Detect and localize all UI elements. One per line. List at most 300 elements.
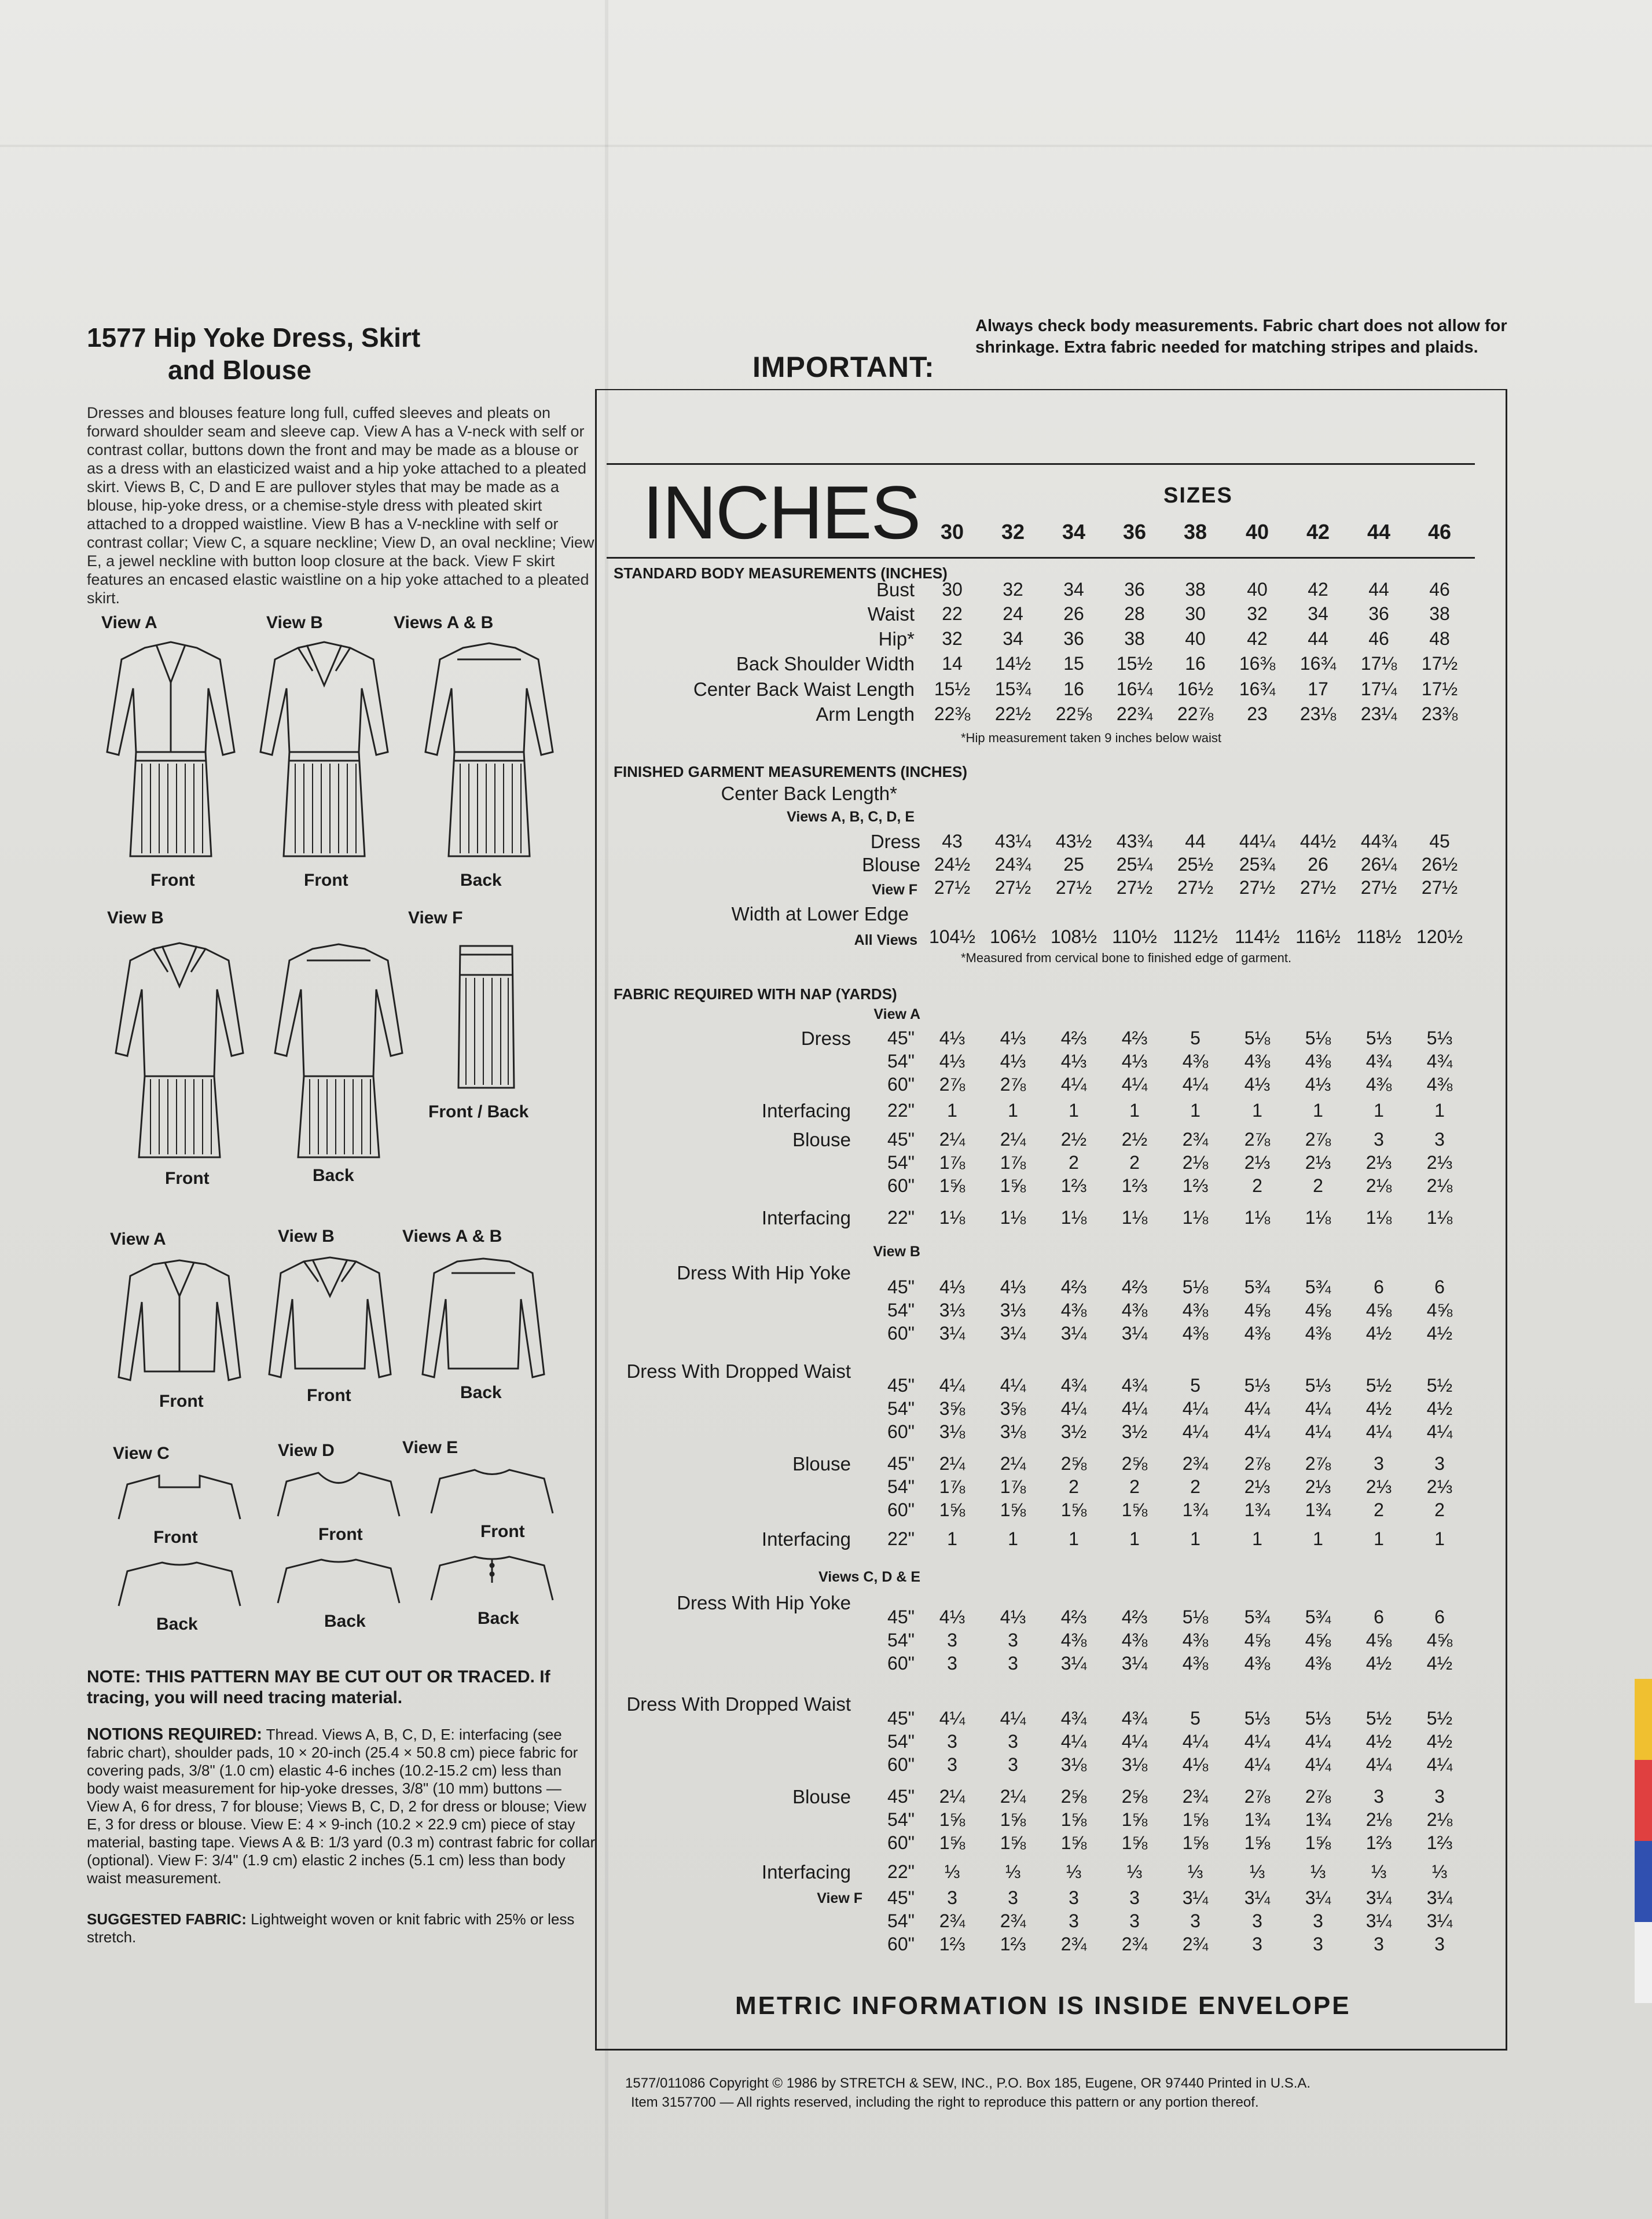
measurement-value: 17⅛	[1360, 653, 1397, 674]
yardage-value: 3⅛	[1121, 1754, 1148, 1775]
fabric-item-label: Dress With Hip Yoke	[677, 1592, 851, 1613]
yardage-value: ⅓	[1371, 1861, 1387, 1882]
yardage-value: 4¼	[1060, 1731, 1087, 1752]
measurement-value: 23¼	[1360, 703, 1397, 724]
yardage-value: ⅓	[944, 1861, 960, 1882]
side-label: Front	[307, 1386, 351, 1405]
fabric-item-label: Interfacing	[761, 1100, 851, 1121]
measurement-value: 27½	[1299, 877, 1337, 898]
measurement-value: 44	[1368, 579, 1389, 600]
yardage-value: 4¼	[1365, 1754, 1392, 1775]
yardage-value: 3	[1008, 1653, 1018, 1674]
yardage-value: 5	[1190, 1028, 1201, 1048]
yardage-value: 2	[1069, 1476, 1079, 1497]
measurement-value: 36	[1368, 603, 1389, 624]
yardage-value: 4⅓	[1305, 1074, 1331, 1095]
size-column-header: 32	[1001, 520, 1025, 544]
yardage-value: 1	[947, 1528, 957, 1549]
fabric-item-label: Blouse	[792, 1129, 851, 1150]
measurement-value: 34	[1063, 579, 1084, 600]
side-label: Front	[153, 1528, 198, 1547]
measurement-value: 104½	[928, 926, 976, 947]
view-label: View A	[110, 1230, 166, 1249]
yardage-value: 4¼	[939, 1375, 965, 1396]
yardage-value: 1	[1069, 1528, 1079, 1549]
fabric-width: 54"	[887, 1910, 915, 1931]
yardage-value: 4¼	[1182, 1731, 1209, 1752]
yardage-value: 1	[1434, 1528, 1445, 1549]
measurement-value: 23⅜	[1421, 703, 1458, 724]
measurement-value: 16¾	[1299, 653, 1337, 674]
yardage-value: 1⅞	[939, 1476, 965, 1497]
view-label: View E	[402, 1438, 458, 1457]
yardage-value: 3¼	[1305, 1887, 1331, 1908]
size-column-header: 44	[1367, 520, 1391, 544]
yardage-value: 3	[1252, 1934, 1262, 1954]
measurement-value: 15½	[1116, 653, 1153, 674]
fabric-width: 45"	[887, 1129, 915, 1150]
yardage-value: 5¾	[1305, 1277, 1331, 1297]
yardage-value: 2¾	[1182, 1129, 1209, 1150]
measurement-value: 17	[1308, 678, 1328, 699]
yardage-value: 4⅜	[1121, 1300, 1148, 1321]
measurement-value: 32	[1003, 579, 1023, 600]
yardage-value: 4½	[1426, 1731, 1453, 1752]
yardage-value: 1⅝	[939, 1175, 965, 1196]
cut-trace-note: NOTE: THIS PATTERN MAY BE CUT OUT OR TRACED. If tracing, you will need tracing material.	[87, 1667, 550, 1707]
yardage-value: 1	[1374, 1100, 1384, 1121]
fabric-width: 54"	[887, 1152, 915, 1173]
neckline-figure-back	[272, 1554, 405, 1606]
measurement-value: 22⅝	[1055, 703, 1092, 724]
yardage-value: 5⅛	[1182, 1607, 1209, 1627]
view-label: View F	[408, 908, 463, 927]
yardage-value: 4⅔	[1060, 1028, 1087, 1048]
yardage-value: 3	[1008, 1731, 1018, 1752]
yardage-value: 4¼	[1244, 1731, 1271, 1752]
measurement-value: 15½	[934, 678, 971, 699]
dress-figure-back	[272, 937, 405, 1169]
measurement-value: 44¼	[1239, 831, 1276, 852]
yardage-value: 3¼	[1182, 1887, 1209, 1908]
yardage-value: 3¼	[1121, 1323, 1148, 1344]
yardage-value: 2⅞	[1305, 1786, 1331, 1807]
measurement-value: 44	[1185, 831, 1206, 852]
yardage-value: 2⅝	[1060, 1786, 1087, 1807]
yardage-value: 3	[1129, 1887, 1140, 1908]
side-label: Back	[313, 1166, 354, 1185]
yardage-value: 1⅔	[939, 1934, 965, 1954]
center-back-label: Center Back Length*	[721, 783, 897, 804]
measurement-value: 17¼	[1360, 678, 1397, 699]
unit-heading: INCHES	[643, 470, 920, 555]
yardage-value: 1⅔	[1182, 1175, 1209, 1196]
yardage-value: 4⅔	[1060, 1277, 1087, 1297]
yardage-value: ⅓	[1310, 1861, 1326, 1882]
suggested-fabric	[87, 1910, 596, 1946]
yardage-value: 2⅝	[1121, 1453, 1148, 1474]
yardage-value: 4¼	[1305, 1421, 1331, 1442]
yardage-value: 5⅓	[1365, 1028, 1392, 1048]
yardage-value: 2¾	[1182, 1934, 1209, 1954]
chart-rule	[607, 557, 1475, 559]
yardage-value: 3	[1374, 1786, 1384, 1807]
yardage-value: 5⅓	[1244, 1708, 1271, 1729]
yardage-value: 4¼	[1060, 1398, 1087, 1419]
measurement-value: 44½	[1299, 831, 1337, 852]
yardage-value: 3⅛	[1060, 1754, 1087, 1775]
measurement-value: 24½	[934, 854, 971, 875]
measurement-value: 38	[1124, 628, 1145, 649]
yardage-value: 1	[1252, 1100, 1262, 1121]
yardage-value: 4⅝	[1305, 1300, 1331, 1321]
yardage-value: 1⅔	[1426, 1832, 1453, 1853]
measurement-value: 16⅜	[1239, 653, 1276, 674]
yardage-value: 5⅛	[1305, 1028, 1331, 1048]
yardage-value: 4⅓	[939, 1277, 965, 1297]
yardage-value: 5	[1190, 1708, 1201, 1729]
neckline-figure-front	[113, 1470, 246, 1522]
yardage-value: 4⅓	[1121, 1051, 1148, 1072]
yardage-value: 4⅜	[1060, 1630, 1087, 1651]
view-illustrations	[87, 613, 596, 1667]
yardage-value: 1⅞	[1000, 1152, 1026, 1173]
measurement-value: 22⅞	[1177, 703, 1214, 724]
fabric-width: 45"	[887, 1375, 915, 1396]
yardage-value: 1⅝	[1121, 1832, 1148, 1853]
yardage-value: 1¾	[1305, 1499, 1331, 1520]
yardage-value: 2¼	[1000, 1129, 1026, 1150]
yardage-value: 5¾	[1244, 1277, 1271, 1297]
standard-measurements-header: STANDARD BODY MEASUREMENTS (INCHES)	[614, 564, 948, 582]
yardage-value: 3	[1008, 1887, 1018, 1908]
measurement-value: 40	[1247, 579, 1268, 600]
yardage-value: 3	[1374, 1934, 1384, 1954]
yardage-value: 4¾	[1060, 1708, 1087, 1729]
yardage-value: 1⅝	[1305, 1832, 1331, 1853]
side-label: Front	[304, 871, 348, 890]
measurement-value: 26	[1063, 603, 1084, 624]
yardage-value: 2¾	[939, 1910, 965, 1931]
yardage-value: 2¼	[1000, 1786, 1026, 1807]
measurement-value: 26½	[1421, 854, 1458, 875]
yardage-value: 2	[1069, 1152, 1079, 1173]
yardage-value: ⅓	[1005, 1861, 1021, 1882]
yardage-value: 5⅛	[1244, 1028, 1271, 1048]
measurement-value: 36	[1124, 579, 1145, 600]
measurement-value: 30	[1185, 603, 1206, 624]
yardage-value: 1	[1129, 1100, 1140, 1121]
yardage-value: 3	[947, 1653, 957, 1674]
yardage-value: 2⅓	[1244, 1476, 1271, 1497]
fabric-required-header: FABRIC REQUIRED WITH NAP (YARDS)	[614, 985, 897, 1003]
blouse-figure-back	[420, 1253, 547, 1386]
yardage-value: 4⅔	[1121, 1028, 1148, 1048]
yardage-value: 4¾	[1121, 1375, 1148, 1396]
yardage-value: 3¼	[1244, 1887, 1271, 1908]
measurement-value: 40	[1185, 628, 1206, 649]
title-line-1: 1577 Hip Yoke Dress, Skirt	[87, 322, 421, 353]
fabric-width: 60"	[887, 1754, 915, 1775]
yardage-value: 3¼	[1121, 1653, 1148, 1674]
yardage-value: 3⅝	[939, 1398, 965, 1419]
yardage-value: 4¼	[1244, 1754, 1271, 1775]
size-column-header: 30	[940, 520, 964, 544]
size-column-header: 42	[1306, 520, 1330, 544]
yardage-value: 1⅞	[939, 1152, 965, 1173]
yardage-value: 1	[1313, 1100, 1323, 1121]
yardage-value: 4½	[1426, 1323, 1453, 1344]
fabric-width: 45"	[887, 1277, 915, 1297]
yardage-value: 3¼	[939, 1323, 965, 1344]
measurement-value: 34	[1308, 603, 1328, 624]
measurement-value: 43¼	[994, 831, 1031, 852]
blouse-figure-front	[266, 1253, 394, 1386]
all-views-label: All Views	[854, 932, 917, 948]
yardage-value: 1	[947, 1100, 957, 1121]
neckline-figure-front	[425, 1464, 559, 1516]
yardage-value: 1⅔	[1060, 1175, 1087, 1196]
view-label: View C	[113, 1444, 170, 1463]
yardage-value: 2⅓	[1305, 1476, 1331, 1497]
yardage-value: 3	[1008, 1630, 1018, 1651]
yardage-value: 1	[1374, 1528, 1384, 1549]
measurement-value: 116½	[1295, 926, 1341, 947]
yardage-value: 4⅝	[1305, 1630, 1331, 1651]
yardage-value: 4¼	[1182, 1074, 1209, 1095]
yardage-value: 1	[1008, 1100, 1018, 1121]
yardage-value: 4¼	[1244, 1398, 1271, 1419]
measurement-label: Waist	[867, 603, 915, 625]
yardage-value: 2⅓	[1426, 1152, 1453, 1173]
yardage-value: 4⅜	[1365, 1074, 1392, 1095]
yardage-value: 6	[1434, 1277, 1445, 1297]
yardage-value: 4⅓	[1244, 1074, 1271, 1095]
yardage-value: 2⅛	[1365, 1175, 1392, 1196]
yardage-value: 2⅞	[1244, 1453, 1271, 1474]
size-column-header: 40	[1245, 520, 1269, 544]
measurement-value: 24	[1003, 603, 1023, 624]
measurement-value: 25½	[1177, 854, 1214, 875]
measurement-value: 22	[942, 603, 963, 624]
yardage-value: 4½	[1365, 1323, 1392, 1344]
yardage-value: 4⅝	[1426, 1630, 1453, 1651]
measurement-value: 27½	[1055, 877, 1092, 898]
yardage-value: 4⅔	[1060, 1607, 1087, 1627]
yardage-value: 5½	[1365, 1375, 1392, 1396]
measurement-value: 25¾	[1239, 854, 1276, 875]
yardage-value: 1⅝	[939, 1832, 965, 1853]
yardage-value: 1⅛	[1121, 1207, 1148, 1228]
yardage-value: 2⅞	[1305, 1453, 1331, 1474]
yardage-value: 1⅝	[1000, 1832, 1026, 1853]
measurement-value: 108½	[1050, 926, 1097, 947]
pattern-description: Dresses and blouses feature long full, cuffed sleeves and pleats on forward shoulder seam and sleeve cap. View A has a V-neck with self or contrast collar, buttons down the front and may be made as a blouse or as a dress with an elasticized waist and a hip yoke attached to a pleated skirt. Views B, C, D and E are pullover styles that may be made as a blouse, hip-yoke dress, or a chemise-style dress with pleated skirt attached to a dropped waistline. View B has a V-neckline with self or contrast collar; View C, a square neckline; View D, an oval neckline; View E, a jewel neckline with button loop closure at the back. View F skirt features an encased elastic waistline on a hip yoke attached to a pleated skirt.	[87, 404, 594, 607]
measurement-value: 17½	[1421, 653, 1458, 674]
measurement-label: Center Back Waist Length	[693, 678, 915, 700]
yardage-value: 4¾	[1060, 1375, 1087, 1396]
yardage-value: 1	[1190, 1100, 1201, 1121]
view-label: View B	[107, 908, 164, 927]
view-label: View D	[278, 1441, 335, 1460]
view-label: View B	[278, 1227, 335, 1246]
yardage-value: 5	[1190, 1375, 1201, 1396]
dress-figure-front	[113, 937, 246, 1169]
title-line-2: and Blouse	[168, 355, 311, 385]
yardage-value: 5½	[1365, 1708, 1392, 1729]
yardage-value: 4⅜	[1182, 1300, 1209, 1321]
yardage-value: 4¼	[1121, 1731, 1148, 1752]
yardage-value: 4⅔	[1121, 1277, 1148, 1297]
cervical-note: *Measured from cervical bone to finished edge of garment.	[961, 951, 1292, 965]
measurement-value: 42	[1247, 628, 1268, 649]
yardage-value: 5¾	[1305, 1607, 1331, 1627]
yardage-value: 4⅓	[1000, 1277, 1026, 1297]
yardage-value: 2⅛	[1182, 1152, 1209, 1173]
side-label: Front	[480, 1522, 525, 1541]
yardage-value: 4⅝	[1244, 1630, 1271, 1651]
fabric-width: 54"	[887, 1398, 915, 1419]
yardage-value: 2	[1190, 1476, 1201, 1497]
yardage-value: 1⅔	[1365, 1832, 1392, 1853]
yardage-value: 1⅔	[1000, 1934, 1026, 1954]
yardage-value: 1⅝	[1244, 1832, 1271, 1853]
yardage-value: 4½	[1365, 1731, 1392, 1752]
yardage-value: 2¾	[1000, 1910, 1026, 1931]
suggested-text: Lightweight woven or knit fabric with 25% or less stretch.	[87, 1910, 575, 1946]
yardage-value: 3	[947, 1754, 957, 1775]
measurement-value: 24¾	[994, 854, 1031, 875]
side-label: Back	[156, 1615, 198, 1634]
yardage-value: 3⅛	[1000, 1421, 1026, 1442]
yardage-value: 3	[1313, 1910, 1323, 1931]
yardage-value: 1	[1313, 1528, 1323, 1549]
yardage-value: 2¼	[939, 1129, 965, 1150]
yardage-value: 1⅝	[1000, 1175, 1026, 1196]
fabric-width: 60"	[887, 1653, 915, 1674]
side-label: Back	[460, 1383, 502, 1402]
measurement-value: 120½	[1416, 926, 1463, 947]
yardage-value: 1⅛	[1305, 1207, 1331, 1228]
yardage-value: 1	[1252, 1528, 1262, 1549]
measurement-label: Arm Length	[816, 703, 915, 725]
measurement-value: 25	[1063, 854, 1084, 875]
yardage-value: 1⅝	[939, 1499, 965, 1520]
fabric-view-label: View F	[817, 1890, 862, 1906]
yardage-value: 3	[1374, 1129, 1384, 1150]
fabric-width: 22"	[887, 1207, 915, 1228]
yardage-value: 4⅜	[1244, 1051, 1271, 1072]
fabric-item-label: Blouse	[792, 1786, 851, 1807]
yardage-value: ⅓	[1066, 1861, 1082, 1882]
fabric-width: 45"	[887, 1028, 915, 1048]
yardage-value: 1⅝	[1060, 1809, 1087, 1830]
yardage-value: 4⅓	[939, 1051, 965, 1072]
yardage-value: 2⅛	[1426, 1175, 1453, 1196]
measurement-value: 42	[1308, 579, 1328, 600]
view-label: Views A & B	[394, 613, 494, 632]
measurement-value: 26	[1308, 854, 1328, 875]
measurement-value: 114½	[1235, 926, 1280, 947]
yardage-value: 1⅛	[1182, 1207, 1209, 1228]
yardage-value: 2	[1252, 1175, 1262, 1196]
fabric-item-label: Dress With Dropped Waist	[626, 1693, 851, 1715]
yardage-value: 3¼	[1365, 1887, 1392, 1908]
fabric-width: 45"	[887, 1786, 915, 1807]
measurement-label: Dress	[870, 831, 920, 852]
metric-notice: METRIC INFORMATION IS INSIDE ENVELOPE	[735, 1991, 1351, 2020]
fabric-width: 22"	[887, 1100, 915, 1121]
measurement-value: 23	[1247, 703, 1268, 724]
yardage-value: 2⅞	[1244, 1786, 1271, 1807]
view-label: View A	[101, 613, 157, 632]
yardage-value: 4⅜	[1182, 1323, 1209, 1344]
fabric-width: 60"	[887, 1499, 915, 1520]
yardage-value: 4¼	[1121, 1074, 1148, 1095]
yardage-value: 5⅓	[1305, 1375, 1331, 1396]
yardage-value: 2	[1313, 1175, 1323, 1196]
yardage-value: 4⅜	[1305, 1323, 1331, 1344]
yardage-value: 3¼	[1000, 1323, 1026, 1344]
fabric-width: 60"	[887, 1832, 915, 1853]
yardage-value: 2¼	[939, 1453, 965, 1474]
measurement-value: 22⅜	[934, 703, 971, 724]
yardage-value: 5¾	[1244, 1607, 1271, 1627]
notions-text: Thread. Views A, B, C, D, E: interfacing (see fabric chart), shoulder pads, 10 × 20-inch (25.4 × 50.8 cm) piece fabric for covering pads, 3/8" (1.0 cm) elastic 4-6 inches (10.2-15.2 cm) less than body waist measurement for hip-yoke dresses, 3/8" (10 mm) buttons — View A, 6 for dress, 7 for blouse; Views B, C, D, 2 for dress or blouse; View E, 3 for dress or blouse. View E: 4 × 9-inch (10.2 × 22.9 cm) piece of stay material, basting tape. Views A & B: 1/3 yard (0.3 m) contrast fabric for collar (optional). View F: 3/4" (1.9 cm) elastic 2 inches (5.1 cm) less than body waist measurement.	[87, 1726, 596, 1887]
yardage-value: 4½	[1365, 1398, 1392, 1419]
fabric-width: 60"	[887, 1421, 915, 1442]
dress-figure-front	[104, 636, 237, 868]
yardage-value: ⅓	[1187, 1861, 1203, 1882]
yardage-value: 4½	[1365, 1653, 1392, 1674]
yardage-value: 4¼	[939, 1708, 965, 1729]
yardage-value: 3	[1008, 1754, 1018, 1775]
skirt-figure	[451, 943, 521, 1094]
yardage-value: 4⅝	[1365, 1630, 1392, 1651]
yardage-value: ⅓	[1431, 1861, 1448, 1882]
view-b-label: View B	[873, 1244, 920, 1260]
yardage-value: 1	[1129, 1528, 1140, 1549]
size-column-header: 36	[1122, 520, 1147, 544]
yardage-value: 4⅔	[1121, 1607, 1148, 1627]
yardage-value: 1¾	[1305, 1809, 1331, 1830]
copyright-line: Item 3157700 — All rights reserved, including the right to reproduce this pattern or any portion thereof.	[631, 2095, 1259, 2110]
finished-measurements-header: FINISHED GARMENT MEASUREMENTS (INCHES)	[614, 763, 968, 780]
yardage-value: 3½	[1121, 1421, 1148, 1442]
view-f-label: View F	[872, 882, 917, 898]
measurement-value: 43½	[1055, 831, 1092, 852]
blouse-figure-front	[116, 1256, 243, 1389]
important-text: Always check body measurements. Fabric chart does not allow for shrinkage. Extra fabric needed for matching stripes and plaids.	[975, 317, 1507, 357]
yardage-value: 1⅝	[1000, 1499, 1026, 1520]
yardage-value: 3	[1434, 1786, 1445, 1807]
measurement-value: 16	[1063, 678, 1084, 699]
fabric-width: 45"	[887, 1887, 915, 1908]
measurement-value: 36	[1063, 628, 1084, 649]
measurement-value: 22¾	[1116, 703, 1153, 724]
yardage-value: 1⅝	[1182, 1809, 1209, 1830]
measurement-value: 44	[1308, 628, 1328, 649]
measurement-value: 27½	[934, 877, 971, 898]
measurement-value: 118½	[1356, 926, 1401, 947]
yardage-value: 1⅝	[1060, 1499, 1087, 1520]
yardage-value: 2¾	[1060, 1934, 1087, 1954]
yardage-value: 2½	[1060, 1129, 1087, 1150]
measurement-value: 27½	[1177, 877, 1214, 898]
yardage-value: 2¾	[1182, 1786, 1209, 1807]
fabric-width: 45"	[887, 1607, 915, 1627]
yardage-value: 4⅝	[1365, 1300, 1392, 1321]
